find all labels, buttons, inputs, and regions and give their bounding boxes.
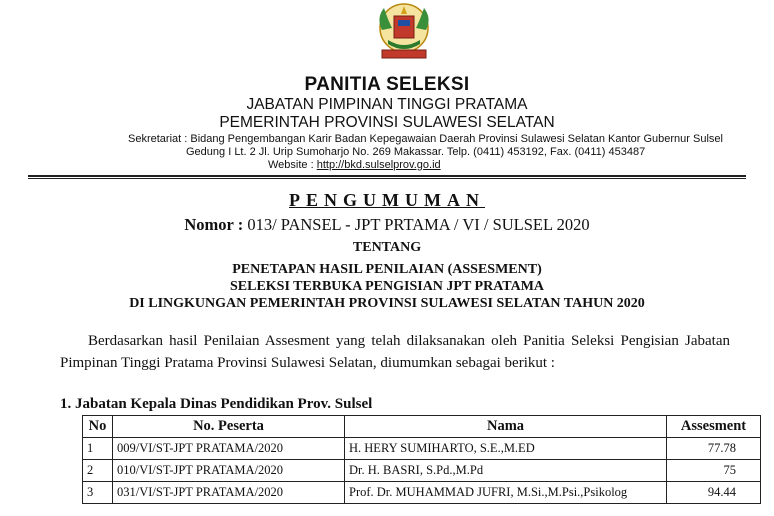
table-header-row: [83, 416, 761, 438]
number-label: Nomor :: [184, 215, 244, 234]
row-peserta: 009/VI/ST-JPT PRATAMA/2020: [113, 438, 345, 460]
row-no: 2: [83, 460, 113, 482]
row-peserta: 010/VI/ST-JPT PRATAMA/2020: [113, 460, 345, 482]
section-heading: 1. Jabatan Kepala Dinas Pendidikan Prov. Sulsel: [60, 396, 373, 412]
row-nama: Dr. H. BASRI, S.Pd.,M.Pd: [345, 460, 667, 482]
announcement-title: PENGUMUMAN: [289, 190, 485, 210]
row-score: 94.44: [667, 482, 761, 504]
results-table: [82, 415, 761, 504]
header-divider-thin: [28, 178, 746, 179]
row-score: 77.78: [667, 438, 761, 460]
header-divider: [28, 175, 746, 177]
subject-line-3: DI LINGKUNGAN PEMERINTAH PROVINSI SULAWESI SELATAN TAHUN 2020: [129, 296, 645, 311]
address-line: Gedung I Lt. 2 Jl. Urip Sumoharjo No. 269 Makassar. Telp. (0411) 453192, Fax. (0411) 453487: [186, 146, 646, 158]
website-label: Website :: [268, 159, 317, 171]
row-nama: H. HERY SUMIHARTO, S.E.,M.ED: [345, 438, 667, 460]
announcement-number: [0, 215, 774, 235]
subject-line-2: SELEKSI TERBUKA PENGISIAN JPT PRATAMA: [229, 279, 545, 294]
column-header-no: No: [83, 416, 113, 438]
province-emblem-logo: [368, 0, 440, 62]
column-header-nama: Nama: [345, 416, 667, 438]
intro-paragraph: Berdasarkan hasil Penilaian Assesment yang telah dilaksanakan oleh Panitia Seleksi Pengisian Jabatan Pimpinan Tinggi Pratama Provinsi Sulawesi Selatan, diumumkan sebagai berikut :: [60, 333, 730, 371]
row-nama: Prof. Dr. MUHAMMAD JUFRI, M.Si.,M.Psi.,Psikolog: [345, 482, 667, 504]
table-row: [83, 438, 761, 460]
row-score: 75: [667, 460, 761, 482]
row-peserta: 031/VI/ST-JPT PRATAMA/2020: [113, 482, 345, 504]
column-header-peserta: No. Peserta: [113, 416, 345, 438]
committee-title: PANITIA SELEKSI: [304, 74, 470, 95]
website-line: [268, 159, 441, 171]
position-title: JABATAN PIMPINAN TINGGI PRATAMA: [246, 96, 528, 113]
secretariat-line: Sekretariat : Bidang Pengembangan Karir Badan Kepegawaian Daerah Provinsi Sulawesi Selatan Kantor Gubernur Sulsel: [128, 133, 723, 145]
number-value: 013/ PANSEL - JPT PRTAMA / VI / SULSEL 2020: [243, 215, 590, 234]
about-heading: TENTANG: [352, 240, 422, 255]
table-row: [83, 460, 761, 482]
subject-line-1: PENETAPAN HASIL PENILAIAN (ASSESMENT): [232, 262, 542, 277]
row-no: 1: [83, 438, 113, 460]
government-title: PEMERINTAH PROVINSI SULAWESI SELATAN: [219, 114, 555, 131]
column-header-assesment: Assesment: [667, 416, 761, 438]
row-no: 3: [83, 482, 113, 504]
website-link[interactable]: http://bkd.sulselprov.go.id: [316, 159, 441, 171]
table-row: [83, 482, 761, 504]
